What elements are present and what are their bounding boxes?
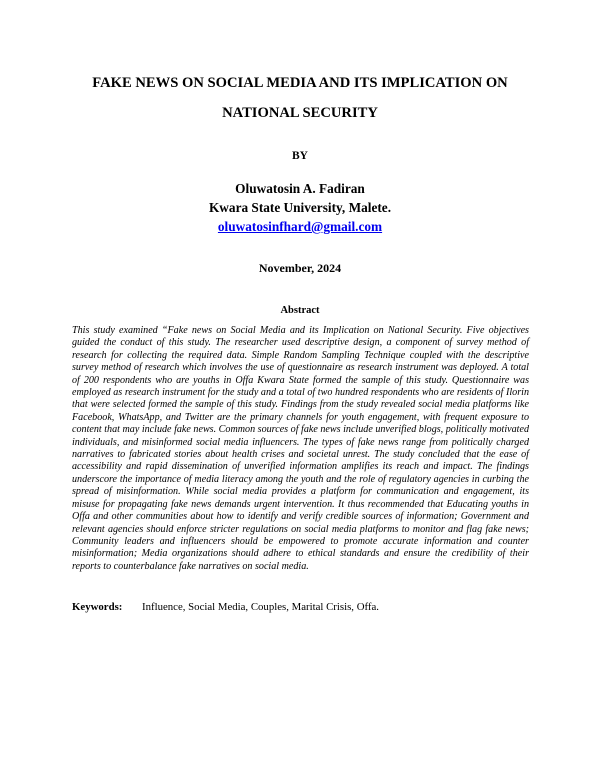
- author-block: [0, 179, 600, 236]
- paper-title: FAKE NEWS ON SOCIAL MEDIA AND ITS IMPLICATION ON NATIONAL SECURITY: [92, 75, 508, 121]
- author-affiliation: Kwara State University, Malete.: [208, 200, 392, 215]
- author-name: Oluwatosin A. Fadiran: [235, 181, 365, 196]
- abstract-text: This study examined “Fake news on Social Media and its Implication on National Security. Five objectives guided the conduct of this study. The researcher used descriptive design, a component of survey method of research for collecting the required data. Simple Random Sampling Technique coupled with the descriptive survey method of research which involves the use of questionnaire as research instrument was deployed. A total of 200 respondents who are youths in Offa Kwara State formed the sample of this study. Questionnaire was employed as research instrument for the study and a total of two hundred respondents who are residents of Ilorin that were selected formed the sample of this study. Findings from the study revealed social media platforms like Facebook, WhatsApp, and Twitter are the primary channels for youth engagement, with frequent exposure to content that may include fake news. Common sources of fake news include unverified blogs, politically motivated individuals, and misinformed social media influencers. The types of fake news range from politically charged narratives to fabricated stories about health crises and societal unrest. The study concluded that the ease of accessibility and rapid dissemination of unverified information amplifies its reach and impact. The findings underscore the importance of media literacy among the youth and the role of regulatory agencies in curbing the spread of misinformation. While social media provides a platform for communication and engagement, its misuse for propagating fake news demands urgent intervention. It thus recommended that Educating youths in Offa and other communities about how to identify and verify credible sources of information; Government and relevant agencies should enforce stricter regulations on social media platforms to monitor and flag fake news; Community leaders and influencers should be empowered to promote accurate information and counter misinformation; Media organizations should adhere to ethical standards and ensure the credibility of their reports to counterbalance fake narratives on social media.: [72, 325, 529, 572]
- author-email-link[interactable]: oluwatosinfhard@gmail.com: [217, 219, 383, 234]
- publication-date: November, 2024: [258, 261, 342, 275]
- keywords-label: Keywords:: [72, 601, 123, 613]
- by-label: BY: [292, 150, 308, 162]
- abstract-heading: Abstract: [280, 305, 320, 316]
- keywords-list: Influence, Social Media, Couples, Marital Crisis, Offa.: [142, 601, 379, 613]
- keywords-line: [72, 601, 532, 613]
